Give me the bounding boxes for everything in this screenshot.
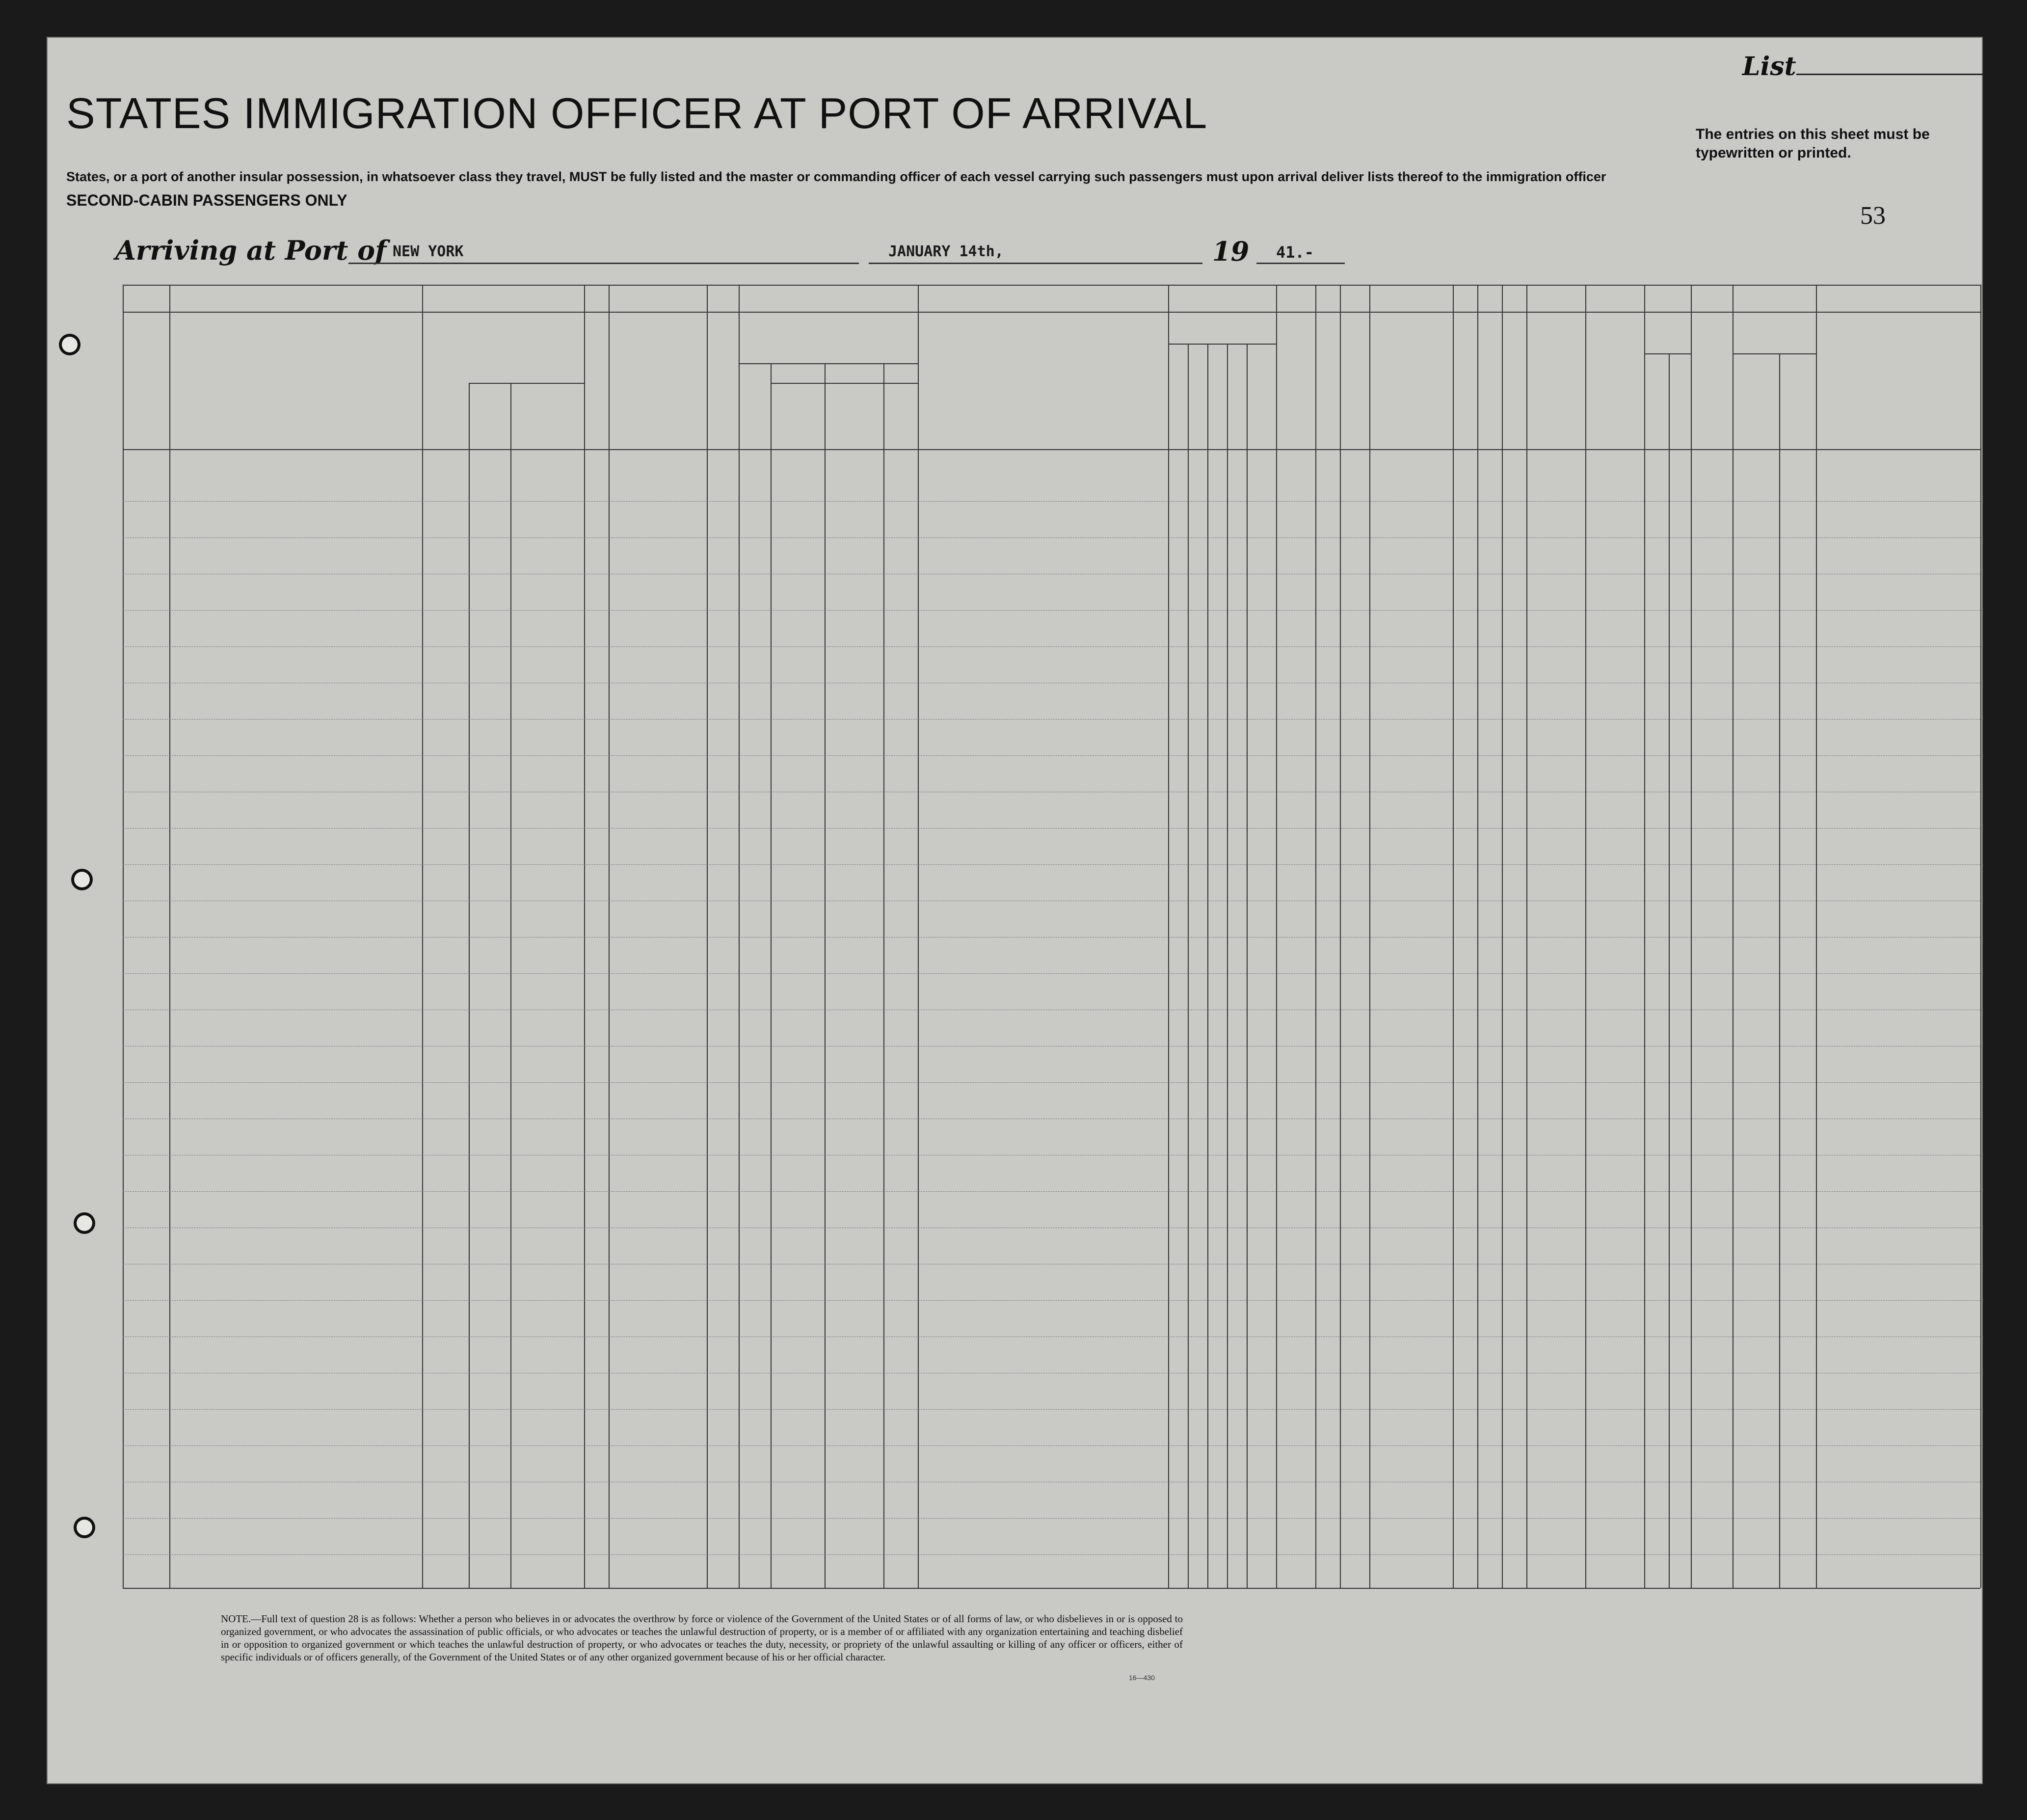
list-line [1796,74,1983,75]
year-value: 41.- [1276,243,1314,262]
date-value: JANUARY 14th, [888,243,1004,260]
punch-hole [71,869,93,890]
instructions: The entries on this sheet must be typewritten or printed. [1696,126,1930,161]
page-title: STATES IMMIGRATION OFFICER AT PORT OF ARRIVAL [66,89,1208,137]
punch-hole [59,334,80,355]
port-value: NEW YORK [393,243,464,260]
subtitle: States, or a port of another insular possession, in whatsoever class they travel, MUST be fully listed and the master or commanding officer of each vessel carrying such passengers must upon arrival deliver lists thereof to the immigration officer [66,169,1606,184]
page-number: 53 [1860,202,1886,230]
list-label: List [1742,52,1796,81]
footer-note: NOTE.—Full text of question 28 is as follows: Whether a person who believes in or advocates the overthrow by force or violence of the Government of the United States or of all forms of law, or who disbelieves in or is opposed to organized government, or who advocates the assassination of public officials, or who advocates or teaches the unlawful destruction of property, or is a member of or affiliated with any organization entertaining and teaching disbelief in or opposition to organized government or which teaches the unlawful destruction of property, or who advocates or teaches the duty, necessity, or propriety of the unlawful assaulting or killing of any officer or officers, either of specific individuals or of officers generally, of the Government of the United States or of any other organized government because of his or her official character. [221,1613,1183,1663]
date-line [869,263,1202,264]
arriving-label: Arriving at Port of [115,235,387,266]
form-number: 16—430 [1129,1674,1155,1682]
punch-hole [74,1517,95,1538]
year-line [1256,263,1345,264]
manifest-sheet [47,37,1983,1784]
punch-hole [74,1212,95,1234]
port-line [348,263,859,264]
passenger-class: SECOND-CABIN PASSENGERS ONLY [66,191,347,209]
year-prefix: 19 [1212,236,1250,267]
